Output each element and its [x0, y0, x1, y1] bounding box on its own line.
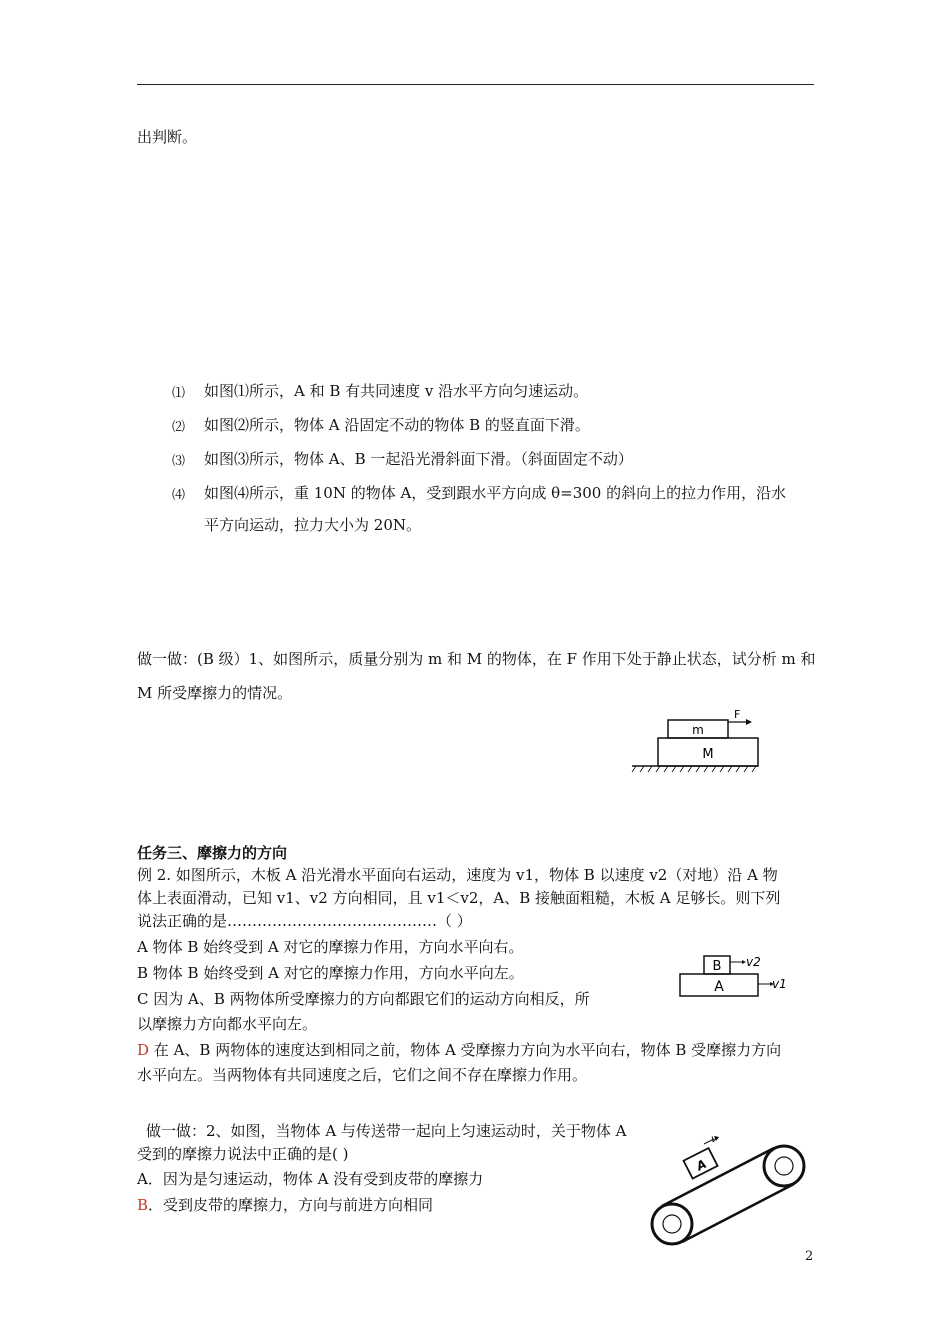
case-4-text-cont: 平方向运动，拉力大小为 20N。	[204, 516, 421, 534]
exercise1-line2: M 所受摩擦力的情况。	[137, 684, 293, 702]
example2-option-c-line2: 以摩擦力方向都水平向左。	[137, 1015, 318, 1033]
block-m-label: m	[692, 723, 704, 737]
continuation-text: 出判断。	[137, 128, 198, 146]
case-4-number: ⑷	[172, 488, 186, 503]
case-1-number: ⑴	[172, 386, 186, 401]
board-A-label: A	[714, 979, 724, 995]
case-4-text: 如图⑷所示，重 10N 的物体 A，受到跟水平方向成 θ=300 的斜向上的拉力作用，沿水	[204, 484, 787, 502]
case-2-number: ⑵	[172, 420, 186, 435]
exercise1-line1: 做一做：(B 级）1、如图所示，质量分别为 m 和 M 的物体，在 F 作用下处于静止状态，试分析 m 和	[137, 650, 816, 668]
example2-option-c-line1: C 因为 A、B 两物体所受摩擦力的方向都跟它们的运动方向相反，所	[137, 990, 590, 1008]
case-1-text: 如图⑴所示，A 和 B 有共同速度 v 沿水平方向匀速运动。	[204, 382, 589, 400]
exercise2-line2: 受到的摩擦力说法中正确的是( )	[137, 1145, 349, 1163]
exercise2-option-a: A．因为是匀速运动，物体 A 没有受到皮带的摩擦力	[137, 1170, 484, 1188]
stacked-blocks-figure	[630, 708, 760, 774]
example2-option-d-line2: 水平向左。当两物体有共同速度之后，它们之间不存在摩擦力作用。	[137, 1066, 588, 1084]
example2-line3: 说法正确的是……………………………………（ ）	[137, 912, 472, 930]
example2-option-a: A 物体 B 始终受到 A 对它的摩擦力作用，方向水平向右。	[137, 938, 524, 956]
belt-bottom	[682, 1184, 794, 1242]
option-b-label: B	[137, 1196, 149, 1214]
example2-option-b: B 物体 B 始终受到 A 对它的摩擦力作用，方向水平向左。	[137, 964, 524, 982]
block-B-label: B	[712, 959, 722, 974]
block-A	[684, 1148, 718, 1179]
block-M-label: M	[702, 747, 714, 762]
upper-roller	[764, 1146, 804, 1186]
belt-top	[662, 1148, 774, 1206]
section-title: 任务三、摩擦力的方向	[137, 844, 288, 862]
v1-label: v1	[772, 977, 787, 991]
exercise2-line1: 做一做：2、如图，当物体 A 与传送带一起向上匀速运动时，关于物体 A	[146, 1122, 627, 1140]
header-rule	[137, 84, 814, 85]
option-d-label: D	[137, 1041, 150, 1059]
case-3-number: ⑶	[172, 454, 186, 469]
block-A-label: A	[694, 1156, 709, 1174]
exercise2-option-b	[137, 1194, 433, 1215]
example2-line1: 例 2. 如图所示，木板 A 沿光滑水平面向右运动，速度为 v1，物体 B 以速度 v2（对地）沿 A 物	[137, 866, 778, 884]
option-d-text: 在 A、B 两物体的速度达到相同之前，物体 A 受摩擦力方向为水平向右，物体 B 受摩擦力方向	[149, 1041, 782, 1059]
force-label: F	[734, 708, 741, 721]
lower-roller	[652, 1204, 692, 1244]
option-b-text: ．受到皮带的摩擦力，方向与前进方向相同	[148, 1196, 434, 1214]
v2-label: v2	[746, 955, 761, 969]
example2-line2: 体上表面滑动，已知 v1、v2 方向相同，且 v1＜v2，A、B 接触面粗糙，木板 A 足够长。则下列	[137, 889, 781, 907]
case-2-text: 如图⑵所示，物体 A 沿固定不动的物体 B 的竖直面下滑。	[204, 416, 590, 434]
v-label: v	[711, 1134, 717, 1145]
page-number: 2	[805, 1249, 814, 1264]
board-block-figure	[676, 950, 806, 1002]
conveyor-figure	[648, 1130, 820, 1250]
case-3-text: 如图⑶所示，物体 A、B 一起沿光滑斜面下滑。（斜面固定不动）	[204, 450, 633, 468]
example2-option-d-line1	[137, 1039, 781, 1060]
